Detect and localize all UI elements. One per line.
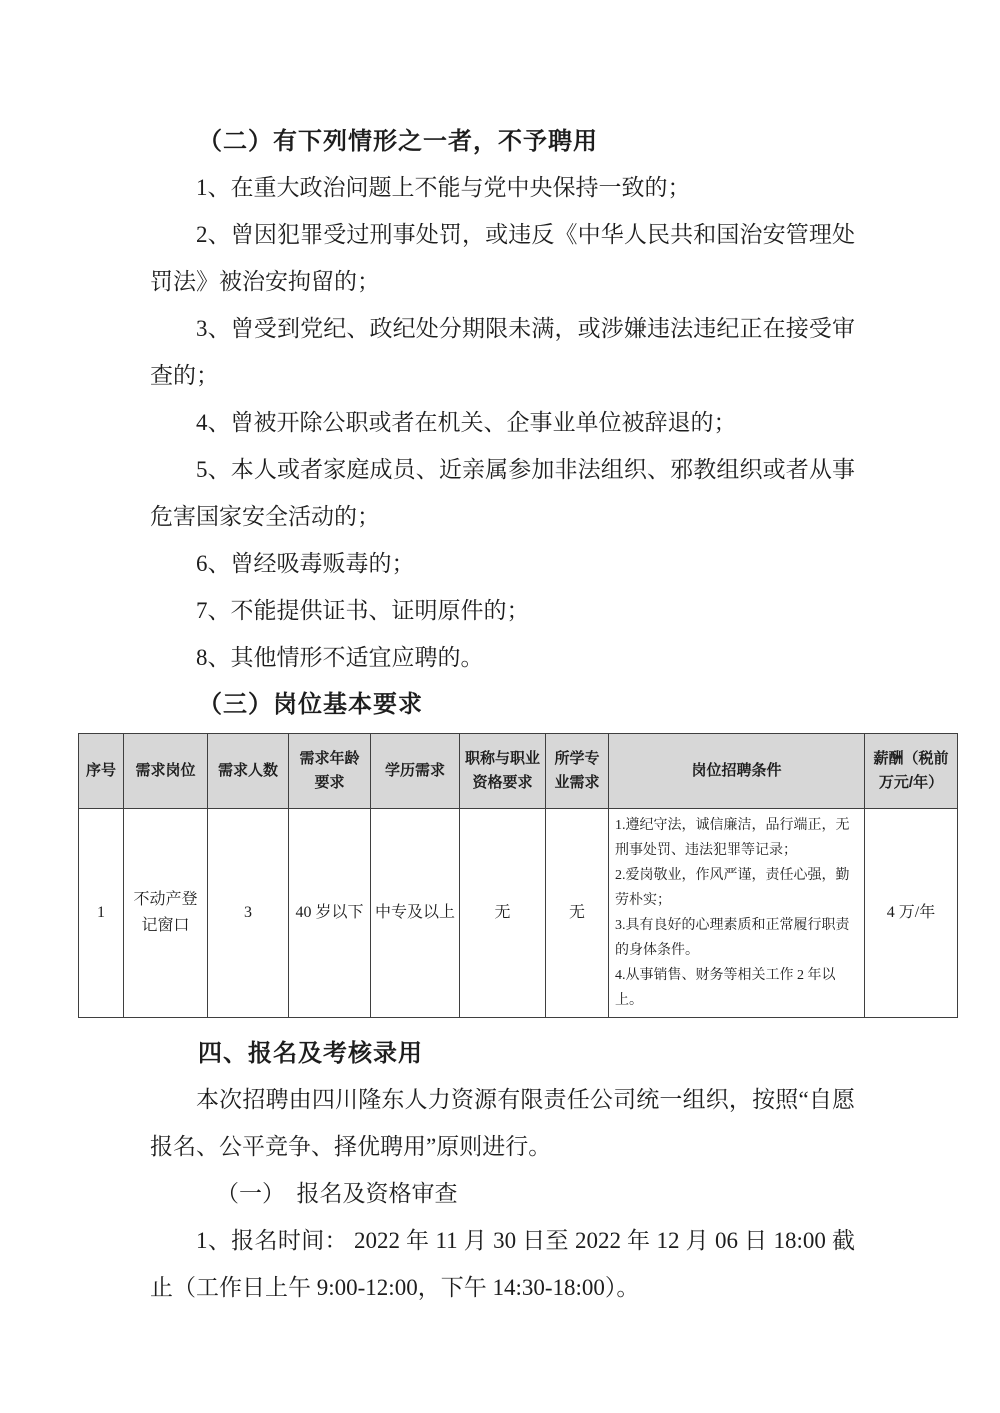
section-b-item-6: 6、曾经吸毒贩毒的； [196,551,415,576]
section-b-item-1: 1、在重大政治问题上不能与党中央保持一致的； [196,175,691,200]
cell-conditions [609,809,865,1018]
col-header-education: 学历需求 [371,734,460,809]
section-4-heading: 四、报名及考核录用 [198,1040,423,1067]
condition-line-2: 2.爱岗敬业，作风严谨，责任心强，勤劳朴实； [615,868,850,908]
cell-no: 1 [79,809,124,1018]
section-b-item-3: 3、曾受到党纪、政纪处分期限未满，或涉嫌违法违纪正在接受审查的； [150,316,855,388]
section-4-intro: 本次招聘由四川隆东人力资源有限责任公司统一组织，按照“自愿报名、公平竞争、择优聘用”原则进行。 [150,1087,855,1159]
table-row [79,809,958,1018]
condition-line-1: 1.遵纪守法，诚信廉洁，品行端正，无刑事处罚、违法犯罪等记录； [615,818,850,858]
col-header-salary: 薪酬（税前万元/年） [865,734,958,809]
cell-qualification: 无 [460,809,546,1018]
section-b-item-5: 5、本人或者家庭成员、近亲属参加非法组织、邪教组织或者从事危害国家安全活动的； [150,457,855,529]
table-header-row [79,734,958,809]
section-b-item-7: 7、不能提供证书、证明原件的； [196,598,530,623]
cell-major: 无 [546,809,609,1018]
condition-line-3: 3.具有良好的心理素质和正常履行职责的身体条件。 [615,918,850,958]
section-b-item-2: 2、曾因犯罪受过刑事处罚，或违反《中华人民共和国治安管理处罚法》被治安拘留的； [150,222,855,294]
section-b-heading: （二）有下列情形之一者，不予聘用 [198,128,598,155]
col-header-qualification: 职称与职业资格要求 [460,734,546,809]
cell-count: 3 [208,809,289,1018]
section-c-heading: （三）岗位基本要求 [198,691,423,718]
col-header-major: 所学专业需求 [546,734,609,809]
cell-salary: 4 万/年 [865,809,958,1018]
section-4-sub-heading: （一） 报名及资格审查 [216,1181,458,1206]
col-header-post: 需求岗位 [124,734,208,809]
section-4-item-1: 1、报名时间： 2022 年 11 月 30 日至 2022 年 12 月 06 日 18:00 截止（工作日上午 9:00-12:00，下午 14:30-18:00）。 [150,1228,855,1300]
section-b-item-8: 8、其他情形不适宜应聘的。 [196,645,484,670]
col-header-count: 需求人数 [208,734,289,809]
condition-line-4: 4.从事销售、财务等相关工作 2 年以上。 [615,968,836,1008]
job-requirements-table [78,733,958,1018]
col-header-conditions: 岗位招聘条件 [609,734,865,809]
col-header-age: 需求年龄要求 [289,734,371,809]
cell-post: 不动产登记窗口 [124,809,208,1018]
cell-age: 40 岁以下 [289,809,371,1018]
col-header-no: 序号 [79,734,124,809]
cell-education: 中专及以上 [371,809,460,1018]
section-b-item-4: 4、曾被开除公职或者在机关、企事业单位被辞退的； [196,410,737,435]
table-header [79,734,958,809]
